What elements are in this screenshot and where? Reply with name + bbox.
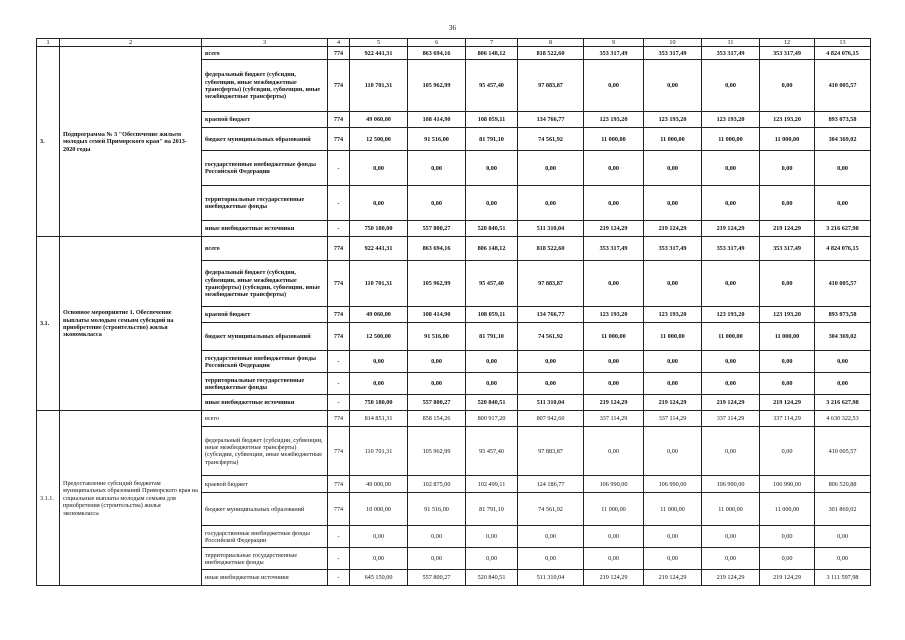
funding-source: территориальные государственные внебюджетные фонды [202,373,328,395]
total-value: 301 869,02 [815,493,871,526]
budget-code: - [328,186,350,221]
budget-code: 774 [328,323,350,351]
year-value: 97 883,87 [518,427,584,476]
year-value: 922 441,31 [350,47,408,60]
item-title: Предоставление субсидий бюджетам муниципальных образований Приморского края на социальные выплаты молодым семьям для приобретения (строительства) жилья экономкласса [60,411,202,586]
year-value: 110 701,31 [350,427,408,476]
year-value: 337 114,29 [644,411,702,427]
year-value: 806 148,12 [466,47,518,60]
budget-code: - [328,526,350,548]
year-value: 511 310,04 [518,395,584,411]
year-value: 106 990,00 [760,476,815,493]
year-value: 123 193,20 [584,307,644,323]
item-code: 3. [37,47,60,237]
budget-code: 774 [328,427,350,476]
year-value: 0,00 [644,526,702,548]
year-value: 0,00 [644,548,702,570]
total-value: 0,00 [815,151,871,186]
year-value: 106 990,00 [584,476,644,493]
year-value: 219 124,29 [760,395,815,411]
program-group [37,47,871,237]
budget-code: 774 [328,261,350,307]
funding-source: всего [202,237,328,261]
year-value: 511 310,04 [518,221,584,237]
year-value: 353 317,49 [584,47,644,60]
total-value: 3 111 597,98 [815,570,871,586]
year-value: 0,00 [584,186,644,221]
year-value: 74 561,92 [518,493,584,526]
total-value: 410 005,57 [815,60,871,112]
year-value: 0,00 [408,151,466,186]
year-value: 0,00 [350,526,408,548]
budget-code: - [328,570,350,586]
column-number: 3 [202,39,328,47]
column-number: 13 [815,39,871,47]
year-value: 11 000,00 [644,323,702,351]
year-value: 108 059,11 [466,112,518,128]
year-value: 0,00 [518,186,584,221]
year-value: 219 124,29 [702,570,760,586]
year-value: 0,00 [644,373,702,395]
budget-code: 774 [328,47,350,60]
year-value: 0,00 [702,526,760,548]
column-number: 12 [760,39,815,47]
year-value: 0,00 [760,186,815,221]
item-code: 3.1.1. [37,411,60,586]
funding-source: государственные внебюджетные фонды Российской Федерации [202,526,328,548]
total-value: 0,00 [815,548,871,570]
year-value: 0,00 [466,351,518,373]
year-value: 814 851,31 [350,411,408,427]
year-value: 511 310,04 [518,570,584,586]
budget-code: 774 [328,493,350,526]
funding-source: иные внебюджетные источники [202,570,328,586]
total-value: 893 073,58 [815,307,871,323]
year-value: 219 124,29 [702,395,760,411]
total-value: 893 073,58 [815,112,871,128]
year-value: 557 800,27 [408,221,466,237]
year-value: 123 193,20 [760,112,815,128]
budget-code: - [328,373,350,395]
year-value: 124 186,77 [518,476,584,493]
budget-table [36,38,871,586]
total-value: 410 005,57 [815,427,871,476]
year-value: 0,00 [760,548,815,570]
year-value: 11 000,00 [644,493,702,526]
funding-source: федеральный бюджет (субсидии, субвенции, иные межбюджетные трансферты) (субсидии, субвенции, иные межбюджетные трансферты) [202,60,328,112]
year-value: 123 193,20 [644,307,702,323]
year-value: 11 000,00 [702,128,760,151]
page-number: 36 [449,24,456,32]
column-number: 5 [350,39,408,47]
year-value: 0,00 [584,351,644,373]
year-value: 91 516,00 [408,493,466,526]
budget-code: 774 [328,128,350,151]
year-value: 0,00 [644,60,702,112]
total-value: 0,00 [815,373,871,395]
year-value: 0,00 [350,373,408,395]
budget-code: - [328,351,350,373]
table-row [37,411,871,427]
year-value: 0,00 [584,60,644,112]
funding-source: бюджет муниципальных образований [202,128,328,151]
year-value: 800 917,20 [466,411,518,427]
funding-source: иные внебюджетные источники [202,221,328,237]
year-value: 0,00 [702,427,760,476]
year-value: 106 990,00 [702,476,760,493]
year-value: 0,00 [584,548,644,570]
budget-code: - [328,151,350,186]
year-value: 110 701,31 [350,60,408,112]
total-value: 304 369,02 [815,128,871,151]
year-value: 0,00 [702,151,760,186]
year-value: 750 180,00 [350,221,408,237]
year-value: 81 791,10 [466,323,518,351]
funding-source: государственные внебюджетные фонды Российской Федерации [202,151,328,186]
year-value: 557 800,27 [408,395,466,411]
funding-source: государственные внебюджетные фонды Российской Федерации [202,351,328,373]
column-number: 8 [518,39,584,47]
budget-code: 774 [328,411,350,427]
year-value: 108 059,11 [466,307,518,323]
year-value: 81 791,10 [466,493,518,526]
year-value: 863 694,16 [408,47,466,60]
year-value: 123 193,20 [584,112,644,128]
year-value: 74 561,92 [518,128,584,151]
year-value: 0,00 [408,186,466,221]
year-value: 922 441,31 [350,237,408,261]
column-number: 4 [328,39,350,47]
year-value: 750 180,00 [350,395,408,411]
total-value: 3 216 627,98 [815,395,871,411]
column-number: 10 [644,39,702,47]
year-value: 520 840,51 [466,395,518,411]
year-value: 0,00 [466,186,518,221]
year-value: 108 414,90 [408,307,466,323]
funding-source: бюджет муниципальных образований [202,323,328,351]
year-value: 818 522,60 [518,47,584,60]
year-value: 219 124,29 [584,221,644,237]
year-value: 110 701,31 [350,261,408,307]
year-value: 0,00 [760,151,815,186]
year-value: 0,00 [760,60,815,112]
year-value: 337 114,29 [760,411,815,427]
year-value: 0,00 [518,373,584,395]
budget-code: 774 [328,237,350,261]
year-value: 520 840,51 [466,570,518,586]
funding-source: всего [202,47,328,60]
year-value: 105 962,99 [408,261,466,307]
year-value: 0,00 [702,373,760,395]
year-value: 219 124,29 [702,221,760,237]
year-value: 0,00 [466,151,518,186]
funding-source: федеральный бюджет (субсидии, субвенции, иные межбюджетные трансферты) (субсидии, субвенции, иные межбюджетные трансферты) [202,427,328,476]
year-value: 102 875,00 [408,476,466,493]
year-value: 0,00 [584,427,644,476]
year-value: 0,00 [518,151,584,186]
year-value: 0,00 [644,351,702,373]
year-value: 11 000,00 [644,128,702,151]
year-value: 0,00 [350,151,408,186]
year-value: 0,00 [584,151,644,186]
column-number-row [37,39,871,47]
year-value: 74 561,92 [518,323,584,351]
year-value: 0,00 [408,351,466,373]
column-number: 1 [37,39,60,47]
year-value: 95 457,40 [466,261,518,307]
year-value: 337 114,29 [702,411,760,427]
year-value: 557 800,27 [408,570,466,586]
table-row [37,237,871,261]
year-value: 0,00 [644,151,702,186]
year-value: 97 883,87 [518,60,584,112]
year-value: 49 060,00 [350,307,408,323]
year-value: 0,00 [466,548,518,570]
year-value: 49 060,00 [350,112,408,128]
year-value: 806 148,12 [466,237,518,261]
year-value: 105 962,99 [408,427,466,476]
year-value: 0,00 [644,261,702,307]
column-number: 9 [584,39,644,47]
year-value: 0,00 [702,351,760,373]
year-value: 106 990,00 [644,476,702,493]
year-value: 12 500,00 [350,128,408,151]
year-value: 0,00 [584,526,644,548]
year-value: 10 000,00 [350,493,408,526]
year-value: 0,00 [702,186,760,221]
year-value: 0,00 [350,186,408,221]
funding-source: всего [202,411,328,427]
year-value: 123 193,20 [644,112,702,128]
total-value: 0,00 [815,526,871,548]
year-value: 219 124,29 [644,221,702,237]
year-value: 353 317,49 [644,237,702,261]
year-value: 105 962,99 [408,60,466,112]
year-value: 0,00 [702,60,760,112]
year-value: 0,00 [760,526,815,548]
funding-source: бюджет муниципальных образований [202,493,328,526]
year-value: 11 000,00 [760,323,815,351]
year-value: 11 000,00 [760,493,815,526]
budget-code: 774 [328,112,350,128]
year-value: 807 942,60 [518,411,584,427]
funding-source: федеральный бюджет (субсидии, субвенции, иные межбюджетные трансферты) (субсидии, субвенции, иные межбюджетные трансферты) [202,261,328,307]
year-value: 11 000,00 [584,128,644,151]
year-value: 134 766,77 [518,307,584,323]
year-value: 219 124,29 [644,395,702,411]
year-value: 0,00 [584,373,644,395]
year-value: 0,00 [644,186,702,221]
year-value: 0,00 [702,261,760,307]
funding-source: иные внебюджетные источники [202,395,328,411]
year-value: 858 154,26 [408,411,466,427]
funding-source: территориальные государственные внебюджетные фонды [202,186,328,221]
year-value: 353 317,49 [760,237,815,261]
budget-code: 774 [328,307,350,323]
item-title: Основное мероприятие 1. Обеспечение выплаты молодым семьям субсидий на приобретение (строительство) жилья экономкласса [60,237,202,411]
budget-code: 774 [328,60,350,112]
item-title: Подпрограмма № 3 "Обеспечение жильем молодых семей Приморского края" на 2013-2020 годы [60,47,202,237]
year-value: 0,00 [466,526,518,548]
year-value: 0,00 [644,427,702,476]
funding-source: территориальные государственные внебюджетные фонды [202,548,328,570]
total-value: 4 824 076,15 [815,47,871,60]
year-value: 11 000,00 [584,323,644,351]
year-value: 353 317,49 [702,237,760,261]
year-value: 0,00 [702,548,760,570]
column-number: 6 [408,39,466,47]
year-value: 81 791,10 [466,128,518,151]
year-value: 353 317,49 [644,47,702,60]
year-value: 219 124,29 [584,395,644,411]
budget-code: - [328,221,350,237]
year-value: 0,00 [408,526,466,548]
year-value: 0,00 [760,427,815,476]
budget-code: - [328,395,350,411]
year-value: 337 114,29 [584,411,644,427]
year-value: 645 150,00 [350,570,408,586]
year-value: 0,00 [760,351,815,373]
year-value: 134 766,77 [518,112,584,128]
year-value: 123 193,20 [702,112,760,128]
year-value: 95 457,40 [466,60,518,112]
year-value: 0,00 [350,548,408,570]
total-value: 0,00 [815,186,871,221]
total-value: 806 520,88 [815,476,871,493]
year-value: 91 516,00 [408,323,466,351]
table-row [37,47,871,60]
year-value: 0,00 [518,351,584,373]
total-value: 4 824 076,15 [815,237,871,261]
column-number: 2 [60,39,202,47]
year-value: 102 499,11 [466,476,518,493]
activity-group [37,237,871,411]
column-number: 7 [466,39,518,47]
year-value: 123 193,20 [702,307,760,323]
year-value: 520 840,51 [466,221,518,237]
budget-code: 774 [328,476,350,493]
column-number: 11 [702,39,760,47]
year-value: 219 124,29 [584,570,644,586]
total-value: 410 005,57 [815,261,871,307]
subactivity-group [37,411,871,586]
budget-code: - [328,548,350,570]
year-value: 97 883,87 [518,261,584,307]
year-value: 353 317,49 [760,47,815,60]
funding-source: краевой бюджет [202,307,328,323]
year-value: 353 317,49 [584,237,644,261]
year-value: 0,00 [760,261,815,307]
year-value: 11 000,00 [760,128,815,151]
year-value: 0,00 [518,548,584,570]
year-value: 0,00 [350,351,408,373]
year-value: 11 000,00 [702,493,760,526]
year-value: 123 193,20 [760,307,815,323]
total-value: 304 369,02 [815,323,871,351]
total-value: 4 630 322,53 [815,411,871,427]
item-code: 3.1. [37,237,60,411]
funding-source: краевой бюджет [202,476,328,493]
funding-source: краевой бюджет [202,112,328,128]
year-value: 0,00 [518,526,584,548]
year-value: 0,00 [408,373,466,395]
year-value: 219 124,29 [760,221,815,237]
year-value: 11 000,00 [584,493,644,526]
total-value: 3 216 627,98 [815,221,871,237]
year-value: 49 000,00 [350,476,408,493]
year-value: 818 522,60 [518,237,584,261]
year-value: 12 500,00 [350,323,408,351]
year-value: 219 124,29 [760,570,815,586]
year-value: 219 124,29 [644,570,702,586]
year-value: 95 457,40 [466,427,518,476]
year-value: 0,00 [584,261,644,307]
year-value: 863 694,16 [408,237,466,261]
year-value: 0,00 [408,548,466,570]
year-value: 11 000,00 [702,323,760,351]
year-value: 0,00 [466,373,518,395]
year-value: 91 516,00 [408,128,466,151]
year-value: 108 414,90 [408,112,466,128]
year-value: 353 317,49 [702,47,760,60]
total-value: 0,00 [815,351,871,373]
year-value: 0,00 [760,373,815,395]
